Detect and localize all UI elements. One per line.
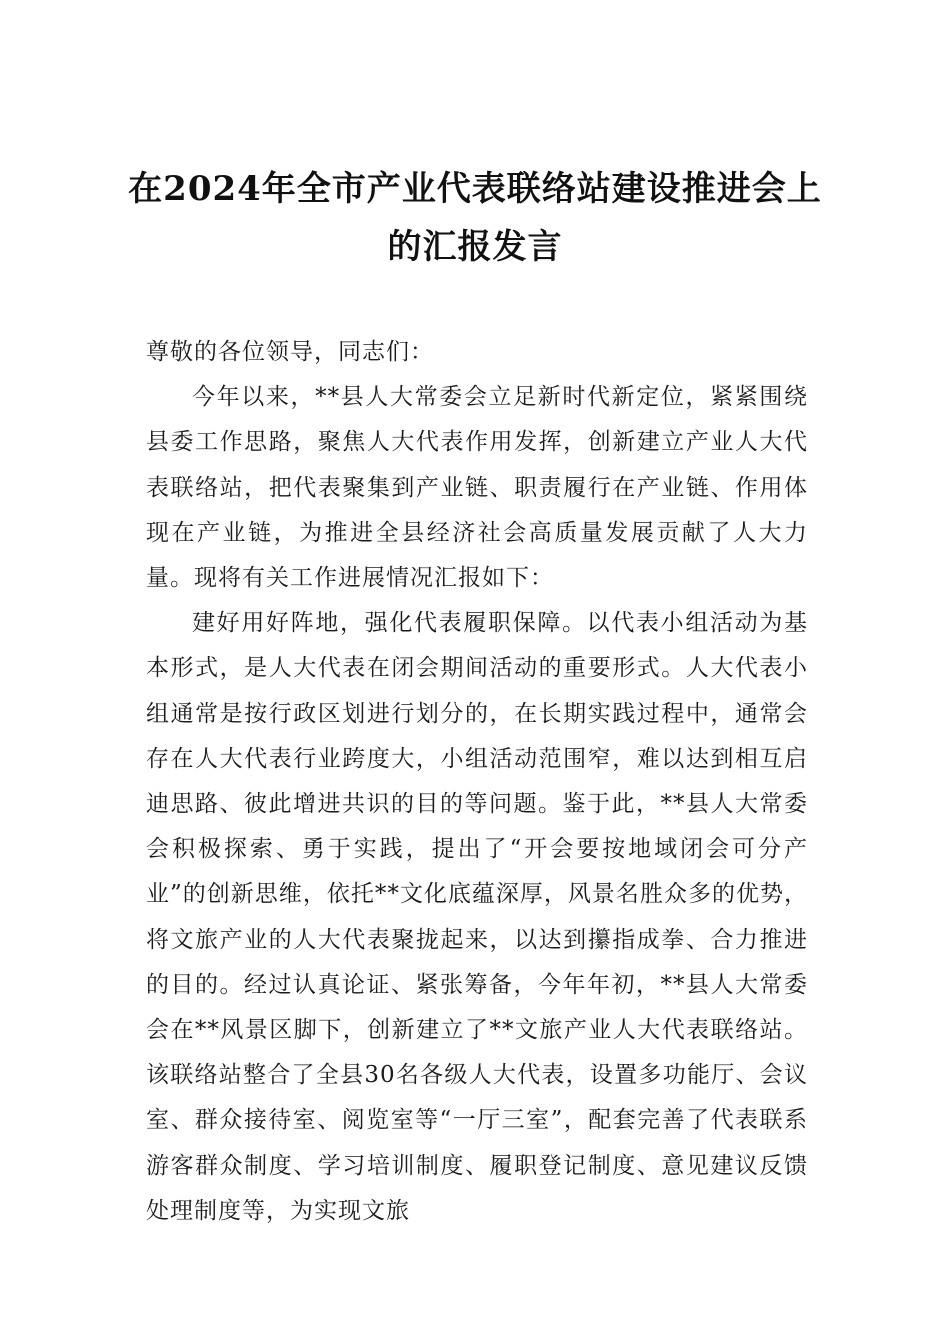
document-body: [146, 330, 808, 1234]
body-paragraph-2: 建好用好阵地，强化代表履职保障。以代表小组活动为基本形式，是人大代表在闭会期间活动的重要形式。人大代表小组通常是按行政区划进行划分的，在长期实践过程中，通常会存在人大代表行业跨度大，小组活动范围窄，难以达到相互启迪思路、彼此增进共识的目的等问题。鉴于此，**县人大常委会积极探索、勇于实践，提出了“开会要按地域闭会可分产业”的创新思维，依托**文化底蕴深厚，风景名胜众多的优势，将文旅产业的人大代表聚拢起来，以达到攥指成拳、合力推进的目的。经过认真论证、紧张筹备，今年年初，**县人大常委会在**风景区脚下，创新建立了**文旅产业人大代表联络站。该联络站整合了全县30名各级人大代表，设置多功能厅、会议室、群众接待室、阅览室等“一厅三室”，配套完善了代表联系游客群众制度、学习培训制度、履职登记制度、意见建议反馈处理制度等，为实现文旅: [146, 610, 808, 1224]
document-title: 在2024年全市产业代表联络站建设推进会上的汇报发言: [128, 169, 822, 267]
salutation: 尊敬的各位领导，同志们：: [146, 339, 434, 365]
body-paragraph-1: 今年以来，**县人大常委会立足新时代新定位，紧紧围绕县委工作思路，聚焦人大代表作用发挥，创新建立产业人大代表联络站，把代表聚集到产业链、职责履行在产业链、作用体现在产业链，为推进全县经济社会高质量发展贡献了人大力量。现将有关工作进展情况汇报如下：: [146, 384, 808, 592]
